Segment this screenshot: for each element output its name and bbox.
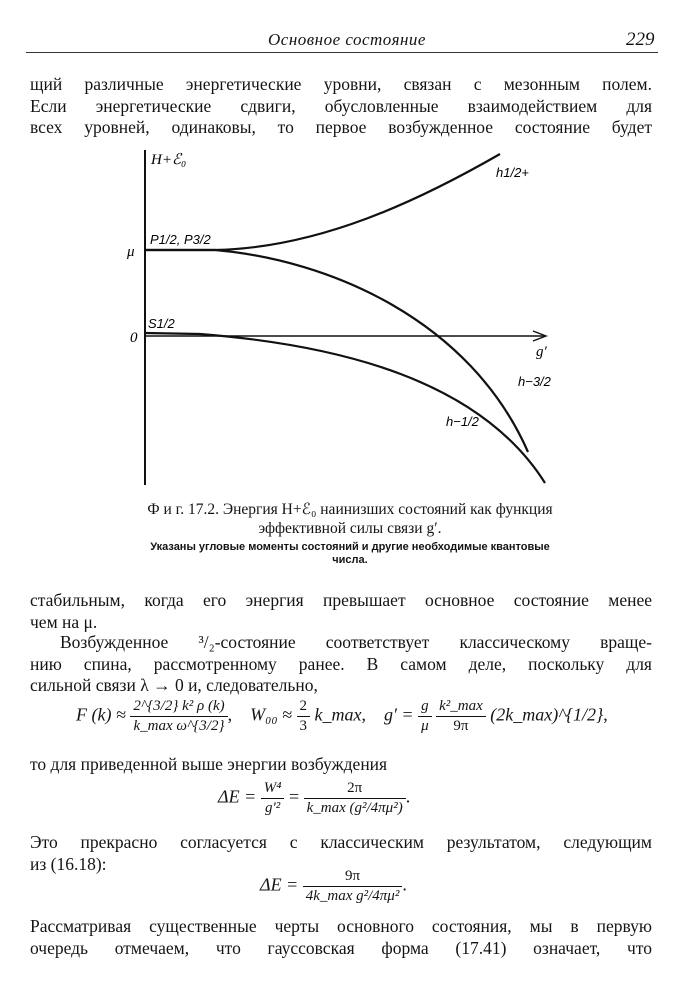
- text-line: сильной связи λ → 0 и, следовательно,: [30, 675, 318, 695]
- text-line: из (16.18):: [30, 853, 107, 874]
- figure-caption: [80, 500, 620, 538]
- fraction: [304, 780, 406, 817]
- curve-label-h-minus-three-halves: h−3/2: [518, 374, 551, 389]
- figure-note: [80, 541, 620, 567]
- mu-label: μ: [127, 244, 135, 260]
- text-line: нию спина, рассмотренному ранее. В самом деле, поскольку для: [30, 653, 652, 674]
- curve-label-h-plus-half: h1/2+: [496, 165, 529, 180]
- text-line: Если энергетические сдвиги, обусловленные взаимодействием для: [30, 95, 652, 116]
- fraction: [436, 698, 486, 735]
- text-line: стабильным, когда его энергия превышает основное состояние менее: [30, 590, 652, 610]
- text-line: Возбужденное ³/₂-состояние соответствует классическому враще-: [60, 632, 652, 652]
- text-line: щий различные энергетические уровни, связан с мезонным полем.: [30, 74, 652, 94]
- fraction: [418, 698, 432, 735]
- text-line: Рассматривая существенные черты основного состояния, мы в первую: [30, 916, 652, 936]
- paragraph-intro: [30, 74, 652, 139]
- page-number: 229: [626, 29, 655, 50]
- x-axis-label: g′: [536, 344, 547, 360]
- eq-term: W₀₀ ≈: [250, 704, 292, 725]
- frac-den: k_max (g²/4πμ²): [306, 800, 403, 816]
- text-line: всех уровней, одинаковы, то первое возбужденное состояние будет: [30, 117, 652, 137]
- eq-term: ΔE =: [218, 786, 257, 807]
- paragraph-excitation: [30, 754, 652, 776]
- frac-num: 2: [297, 698, 311, 717]
- energy-diagram: [0, 140, 690, 500]
- frac-den: 3: [299, 718, 307, 734]
- frac-den: g′²: [264, 800, 281, 816]
- text-line: то для приведенной выше энергии возбуждения: [30, 754, 388, 774]
- fraction: [303, 868, 403, 905]
- note-line: Указаны угловые моменты состояний и другие необходимые квантовые: [150, 541, 550, 553]
- frac-den: 9π: [453, 718, 469, 734]
- note-line: числа.: [332, 554, 368, 566]
- paragraph-ground-state: [30, 916, 652, 959]
- curve-label-h-minus-half: h−1/2: [446, 414, 479, 429]
- caption-line: эффективной силы связи g′.: [258, 520, 442, 537]
- equation-delta-e: ΔE = $\frac{\text{W⁴}}{\text{g′²}}$ = $\frac{2\pi}{\text{k\_max (g²/4πμ²)}}$ .: [218, 780, 411, 816]
- s-level-label: S1/2: [148, 316, 175, 331]
- curve-h-minus-half: [145, 333, 545, 483]
- y-axis-label: H+ℰ₀: [151, 152, 187, 168]
- equation-classical: ΔE = $\frac{9\pi}{\text{4k\_max g²/4πμ²}}$ .: [260, 868, 407, 904]
- eq-sign: =: [288, 786, 300, 807]
- fraction: [130, 698, 227, 735]
- equation-definitions: F (k) ≈ $\frac{\text{2\textasciicircum{}\{3/2\} k² ρ (k)}}{\text{k\_max ω\textasciicircum{}\{3/2\}}}$ , W₀₀ ≈ $\frac{2}{3}$ k_max, g′ = $\frac{g}{\mu}$ $\frac{\text{k²\_max}}{9\pi}$ (2k_max)^{1/2},: [76, 698, 608, 734]
- caption-line: Ф и г. 17.2. Энергия H+ℰ₀ наинизших состояний как функция: [147, 501, 553, 518]
- fraction: [261, 780, 285, 817]
- text-line: чем на μ.: [30, 611, 98, 632]
- running-title: Основное состояние: [268, 30, 426, 49]
- frac-num: 9π: [303, 868, 403, 887]
- paragraph-stable: [30, 590, 652, 633]
- frac-den: k_max ω^{3/2}: [133, 718, 225, 734]
- paragraph-excited: [30, 632, 652, 697]
- eq-term: (2k_max)^{1/2}: [490, 704, 604, 725]
- frac-num: k²_max: [436, 698, 486, 717]
- eq-term: F (k) ≈: [76, 704, 126, 725]
- eq-term: ΔE =: [260, 874, 299, 895]
- frac-num: W⁴: [261, 780, 285, 799]
- eq-term: k_max: [314, 704, 362, 725]
- zero-label: 0: [130, 330, 138, 346]
- text-line: очередь отмечаем, что гауссовская форма (17.41) означает, что: [30, 937, 652, 958]
- p-level-label: P1/2, P3/2: [150, 232, 211, 247]
- frac-num: g: [418, 698, 432, 717]
- frac-num: 2^{3/2} k² ρ (k): [130, 698, 227, 717]
- frac-den: 4k_max g²/4πμ²: [305, 888, 400, 904]
- eq-term: g′ =: [383, 704, 414, 725]
- frac-num: 2π: [304, 780, 406, 799]
- text-line: Это прекрасно согласуется с классическим результатом, следующим: [30, 832, 652, 852]
- frac-den: μ: [421, 718, 429, 734]
- fraction: [297, 698, 311, 735]
